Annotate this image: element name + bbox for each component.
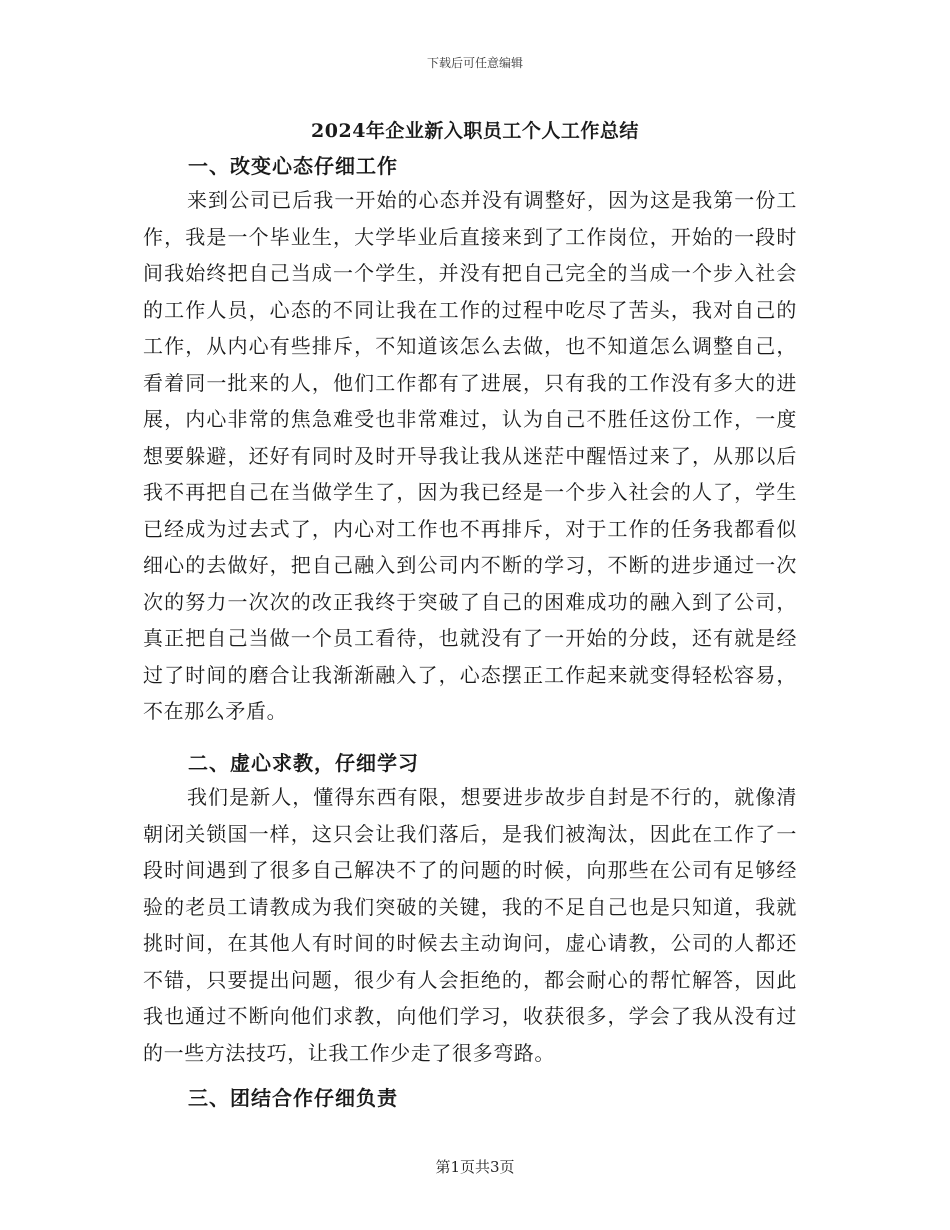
page-number: 第1页共3页	[435, 1158, 515, 1176]
section-paragraph-1: 来到公司已后我一开始的心态并没有调整好，因为这是我第一份工作，我是一个毕业生，大学毕业后直接来到了工作岗位，开始的一段时间我始终把自己当成一个学生，并没有把自己完全的当成一个步入社会的工作人员，心态的不同让我在工作的过程中吃尽了苦头，我对自己的工作，从内心有些排斥，不知道该怎么去做，也不知道怎么调整自己，看着同一批来的人，他们工作都有了进展，只有我的工作没有多大的进展，内心非常的焦急难受也非常难过，认为自己不胜任这份工作，一度想要躲避，还好有同时及时开导我让我从迷茫中醒悟过来了，从那以后我不再把自己在当做学生了，因为我已经是一个步入社会的人了，学生已经成为过去式了，内心对工作也不再排斥，对于工作的任务我都看似细心的去做好，把自己融入到公司内不断的学习，不断的进步通过一次次的努力一次次的改正我终于突破了自己的困难成功的融入到了公司，真正把自己当做一个员工看待，也就没有了一开始的分歧，还有就是经过了时间的磨合让我渐渐融入了，心态摆正工作起来就变得轻松容易，不在那么矛盾。	[143, 188, 797, 723]
section-heading-1: 一、改变心态仔细工作	[188, 154, 398, 178]
document-title: 2024年企业新入职员工个人工作总结	[311, 120, 639, 142]
section-paragraph-2: 我们是新人，懂得东西有限，想要进步故步自封是不行的，就像清朝闭关锁国一样，这只会让我们落后，是我们被淘汰，因此在工作了一段时间遇到了很多自己解决不了的问题的时候，向那些在公司有足够经验的老员工请教成为我们突破的关键，我的不足自己也是只知道，我就挑时间，在其他人有时间的时候去主动询问，虚心请教，公司的人都还不错，只要提出问题，很少有人会拒绝的，都会耐心的帮忙解答，因此我也通过不断向他们求教，向他们学习，收获很多，学会了我从没有过的一些方法技巧，让我工作少走了很多弯路。	[143, 785, 797, 1065]
section-heading-3: 三、团结合作仔细负责	[188, 1086, 398, 1110]
section-heading-2: 二、虚心求教，仔细学习	[188, 751, 419, 775]
header-note: 下载后可任意编辑	[426, 56, 523, 70]
